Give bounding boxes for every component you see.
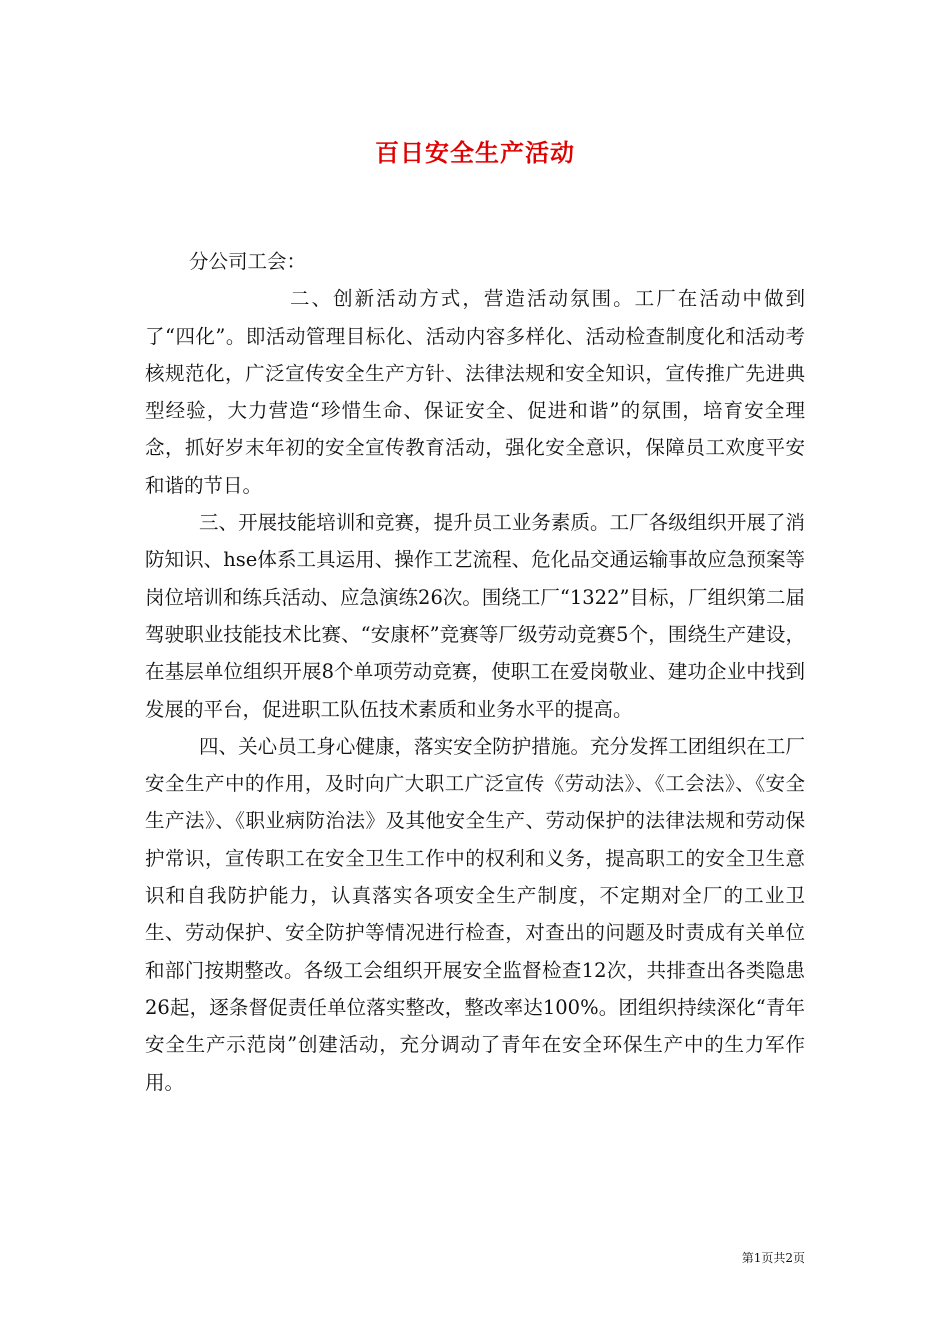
paragraph-section-3: 三、开展技能培训和竞赛，提升员工业务素质。工厂各级组织开展了消防知识、hse体系工具运用、操作工艺流程、危化品交通运输事故应急预案等岗位培训和练兵活动、应急演练26次。围绕工厂“1322”目标，厂组织第二届驾驶职业技能技术比赛、“安康杯”竞赛等厂级劳动竞赛5个，围绕生产建设，在基层单位组织开展8个单项劳动竞赛，使职工在爱岗敬业、建功企业中找到发展的平台，促进职工队伍技术素质和业务水平的提高。 [145,511,805,721]
document-body [145,243,805,1101]
page-indicator: 第1页共2页 [741,1251,805,1265]
paragraph-section-2: 二、创新活动方式，营造活动氛围。工厂在活动中做到了“四化”。即活动管理目标化、活动内容多样化、活动检查制度化和活动考核规范化，广泛宣传安全生产方针、法律法规和安全知识，宣传推广先进典型经验，大力营造“珍惜生命、保证安全、促进和谐”的氛围，培育安全理念，抓好岁末年初的安全宣传教育活动，强化安全意识，保障员工欢度平安和谐的节日。 [145,287,805,497]
salutation: 分公司工会： [189,250,307,273]
document-title: 百日安全生产活动 [375,138,575,167]
paragraph-section-4: 四、关心员工身心健康，落实安全防护措施。充分发挥工团组织在工厂安全生产中的作用，及时向广大职工广泛宣传《劳动法》、《工会法》、《安全生产法》、《职业病防治法》及其他安全生产、劳动保护的法律法规和劳动保护常识，宣传职工在安全卫生工作中的权利和义务，提高职工的安全卫生意识和自我防护能力，认真落实各项安全生产制度，不定期对全厂的工业卫生、劳动保护、安全防护等情况进行检查，对查出的问题及时责成有关单位和部门按期整改。各级工会组织开展安全监督检查12次，共排查出各类隐患26起，逐条督促责任单位落实整改，整改率达100%。团组织持续深化“青年安全生产示范岗”创建活动，充分调动了青年在安全环保生产中的生力军作用。 [145,734,805,1094]
